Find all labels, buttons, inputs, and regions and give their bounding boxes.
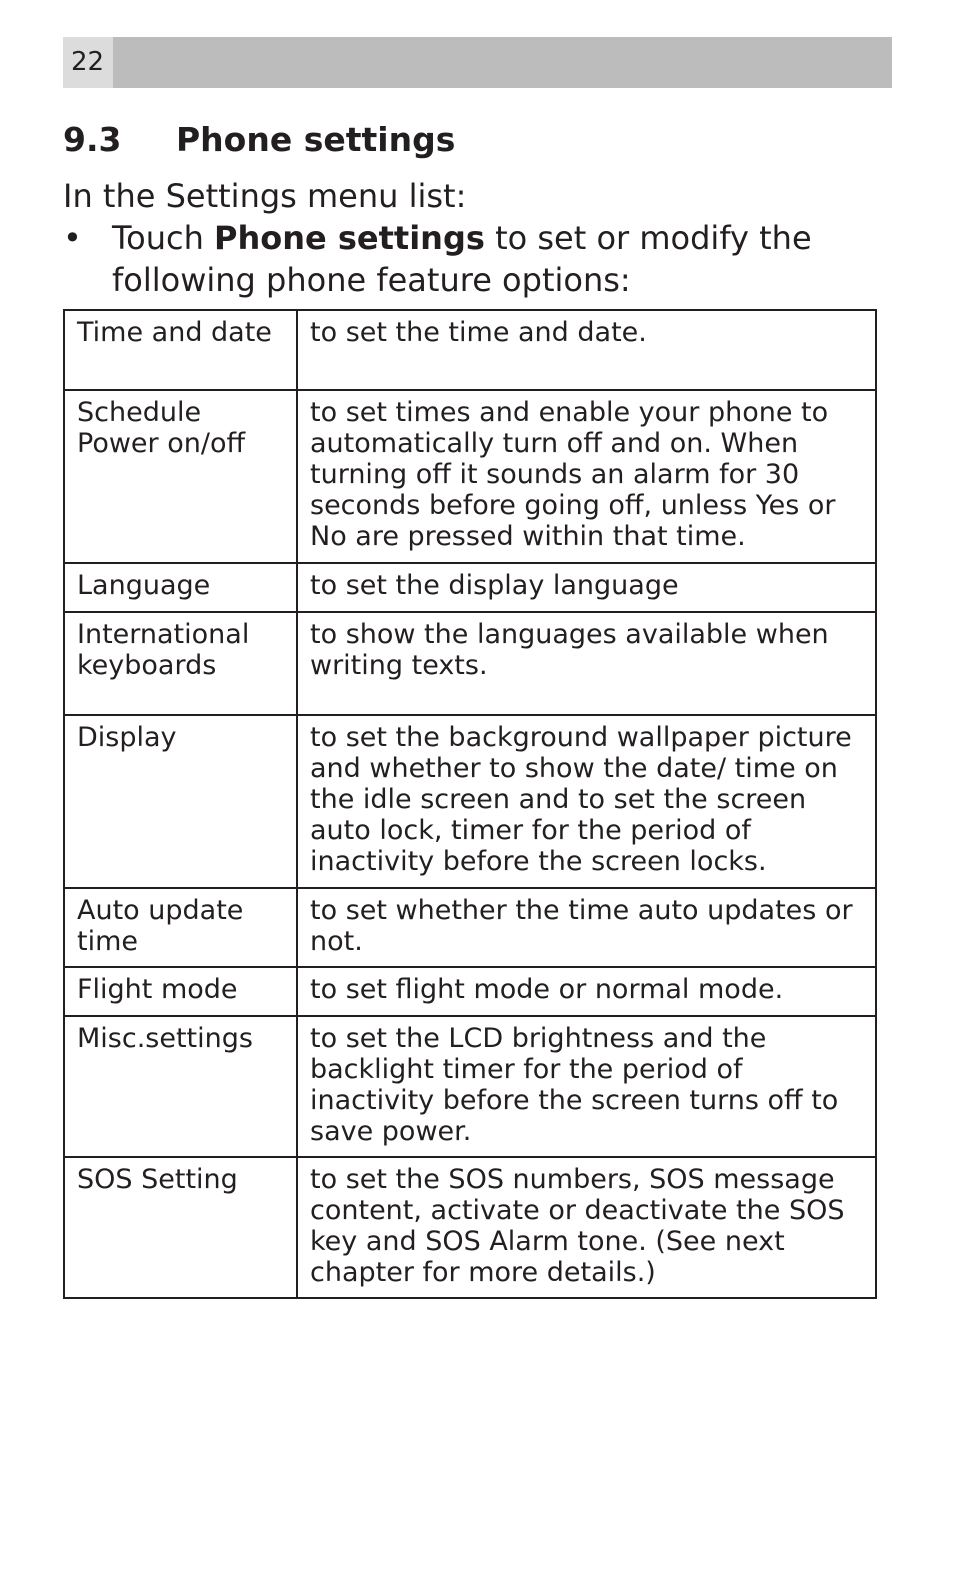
table-row bbox=[64, 310, 876, 390]
setting-description: to set the LCD brightness and the backlight timer for the period of inactivity before the screen turns off to save power. bbox=[297, 1016, 876, 1157]
setting-label: SOS Setting bbox=[64, 1157, 297, 1298]
table-row bbox=[64, 1157, 876, 1298]
setting-description: to set the background wallpaper picture and whether to show the date/ time on the idle screen and to set the screen auto lock, timer for the period of inactivity before the screen locks. bbox=[297, 715, 876, 888]
section-number: 9.3 bbox=[63, 120, 122, 159]
table-row bbox=[64, 563, 876, 612]
setting-label: Language bbox=[64, 563, 297, 612]
section-heading bbox=[63, 118, 455, 162]
page-header-bar bbox=[63, 37, 892, 88]
setting-description: to set the time and date. bbox=[297, 310, 876, 390]
bullet-dot: • bbox=[63, 219, 82, 257]
table-row bbox=[64, 888, 876, 967]
setting-description: to set the display language bbox=[297, 563, 876, 612]
setting-label: Time and date bbox=[64, 310, 297, 390]
bullet-prefix: Touch bbox=[112, 219, 215, 257]
table-row bbox=[64, 967, 876, 1016]
setting-label: Schedule Power on/off bbox=[64, 390, 297, 563]
bullet-text bbox=[112, 217, 862, 301]
setting-description: to set whether the time auto updates or not. bbox=[297, 888, 876, 967]
setting-description: to set the SOS numbers, SOS message content, activate or deactivate the SOS key and SOS Alarm tone. (See next chapter for more details.) bbox=[297, 1157, 876, 1298]
table-row bbox=[64, 1016, 876, 1157]
bullet-bold: Phone settings bbox=[214, 219, 485, 257]
bullet-suffix: to set or modify the following phone feature options: bbox=[112, 219, 812, 299]
table-row bbox=[64, 390, 876, 563]
setting-label: Misc.settings bbox=[64, 1016, 297, 1157]
page-number: 22 bbox=[63, 37, 113, 88]
setting-label: International keyboards bbox=[64, 612, 297, 715]
setting-description: to set times and enable your phone to automatically turn off and on. When turning off it sounds an alarm for 30 seconds before going off, unless Yes or No are pressed within that time. bbox=[297, 390, 876, 563]
table-row bbox=[64, 715, 876, 888]
setting-label: Display bbox=[64, 715, 297, 888]
setting-label: Auto update time bbox=[64, 888, 297, 967]
phone-settings-table bbox=[63, 309, 877, 1299]
intro-text: In the Settings menu list: bbox=[63, 177, 467, 215]
table-row bbox=[64, 612, 876, 715]
setting-label: Flight mode bbox=[64, 967, 297, 1016]
setting-description: to set flight mode or normal mode. bbox=[297, 967, 876, 1016]
setting-description: to show the languages available when writing texts. bbox=[297, 612, 876, 715]
section-title: Phone settings bbox=[176, 120, 456, 159]
